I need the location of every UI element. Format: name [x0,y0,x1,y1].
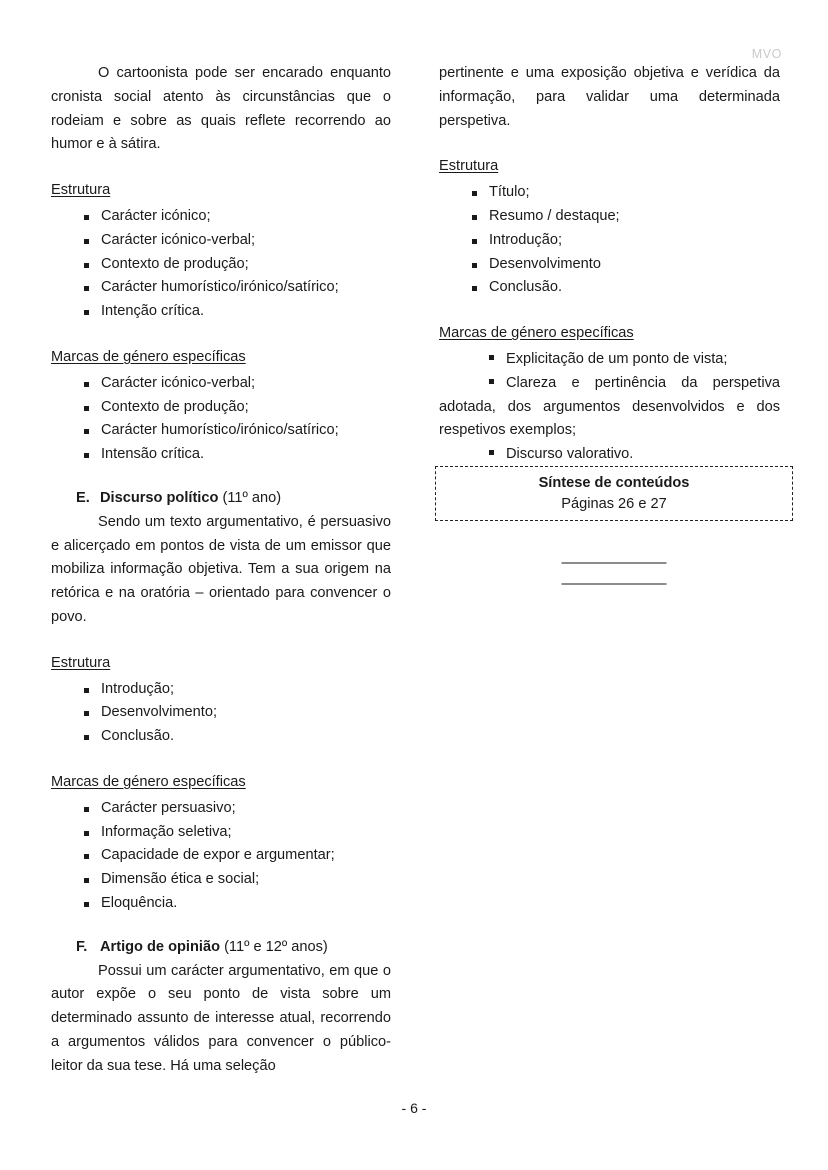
list-item: Título; [439,181,780,205]
section-e-letter: E. [76,489,90,506]
list-item: Contexto de produção; [51,396,391,420]
list-item: Dimensão ética e social; [51,868,391,892]
list-item-label: Discurso valorativo. [506,446,634,463]
section-f-grade-value: (11º e 12º anos) [224,938,328,955]
list-item: Eloquência. [51,892,391,916]
right-structure-heading-wrap [439,144,780,181]
section-e-marks-heading-wrap [51,760,391,797]
list-item: Carácter humorístico/irónico/satírico; [51,419,391,443]
list-item: Contexto de produção; [51,253,391,277]
right-marks-list [439,348,780,467]
list-item: Intenção crítica. [51,300,391,324]
list-item: Capacidade de expor e argumentar; [51,844,391,868]
right-structure-heading: Estrutura [439,158,499,175]
marks-heading: Marcas de género específicas [51,348,246,365]
list-item: Conclusão. [51,725,391,749]
left-column [51,62,391,1078]
list-item [439,348,780,372]
separator-dashes [435,552,793,594]
synthesis-callout-box [435,466,793,521]
list-item: Carácter humorístico/irónico/satírico; [51,276,391,300]
structure-list [51,205,391,324]
list-item [439,372,780,443]
list-item: Introdução; [51,678,391,702]
list-item: Desenvolvimento [439,253,780,277]
section-e-title: Discurso político [100,489,219,506]
section-f-paragraph: Possui um carácter argumentativo, em que o autor expõe o seu ponto de vista sobre um determinado assunto de interesse atual, recorrendo a argumentos válidos para convencer o público-leitor da sua tese. Há uma seleção [51,962,391,1074]
list-item: Informação seletiva; [51,821,391,845]
section-e-structure-list [51,678,391,749]
synthesis-title: Síntese de conteúdos [538,474,690,491]
page-footer: - 6 - [401,1100,427,1116]
separator-dash-row: ——————— [561,554,667,571]
section-e-paragraph: Sendo um texto argumentativo, é persuasivo e alicerçado em pontos de vista de um emissor que mobiliza informação objetiva. Tem a sua origem na retórica e na oratória – orientado para convencer o povo. [51,513,391,625]
section-f-heading [51,936,391,960]
structure-heading-wrap [51,168,391,205]
list-item: Carácter icónico; [51,205,391,229]
list-item: Introdução; [439,229,780,253]
separator-dash-row: ——————— [561,575,667,592]
bullet-square-icon [489,355,494,360]
bullet-square-icon [489,379,494,384]
right-marks-heading-wrap [439,311,780,348]
marks-list [51,372,391,467]
section-e-heading [51,487,391,511]
structure-heading: Estrutura [51,182,111,199]
section-f-title: Artigo de opinião [100,938,220,955]
right-marks-heading: Marcas de género específicas [439,325,634,342]
list-item: Intensão crítica. [51,443,391,467]
continued-paragraph: pertinente e uma exposição objetiva e verídica da informação, para validar uma determinada perspetiva. [439,65,780,129]
list-item: Carácter persuasivo; [51,797,391,821]
list-item: Conclusão. [439,276,780,300]
list-item [439,443,780,467]
list-item-label: Clareza e pertinência da perspetiva adotada, dos argumentos desenvolvidos e dos respetivos exemplos; [439,374,780,439]
section-e-structure-heading: Estrutura [51,654,111,671]
section-e-grade-value: (11º ano) [222,489,282,506]
section-e-marks-heading: Marcas de género específicas [51,773,246,790]
list-item-label: Explicitação de um ponto de vista; [506,350,728,367]
list-item: Carácter icónico-verbal; [51,372,391,396]
marks-heading-wrap [51,335,391,372]
list-item: Carácter icónico-verbal; [51,229,391,253]
section-e-structure-heading-wrap [51,641,391,678]
section-f-letter: F. [76,938,88,955]
bullet-square-icon [489,450,494,455]
cartoonist-intro-paragraph: O cartoonista pode ser encarado enquanto cronista social atento às circunstâncias que o rodeiam e sobre as quais reflete recorrendo ao humor e à sátira. [51,65,391,153]
section-e-marks-list [51,797,391,916]
list-item: Desenvolvimento; [51,701,391,725]
watermark-mvo: MVO [751,47,782,61]
synthesis-pages: Páginas 26 e 27 [561,495,667,512]
right-structure-list [439,181,780,300]
list-item: Resumo / destaque; [439,205,780,229]
